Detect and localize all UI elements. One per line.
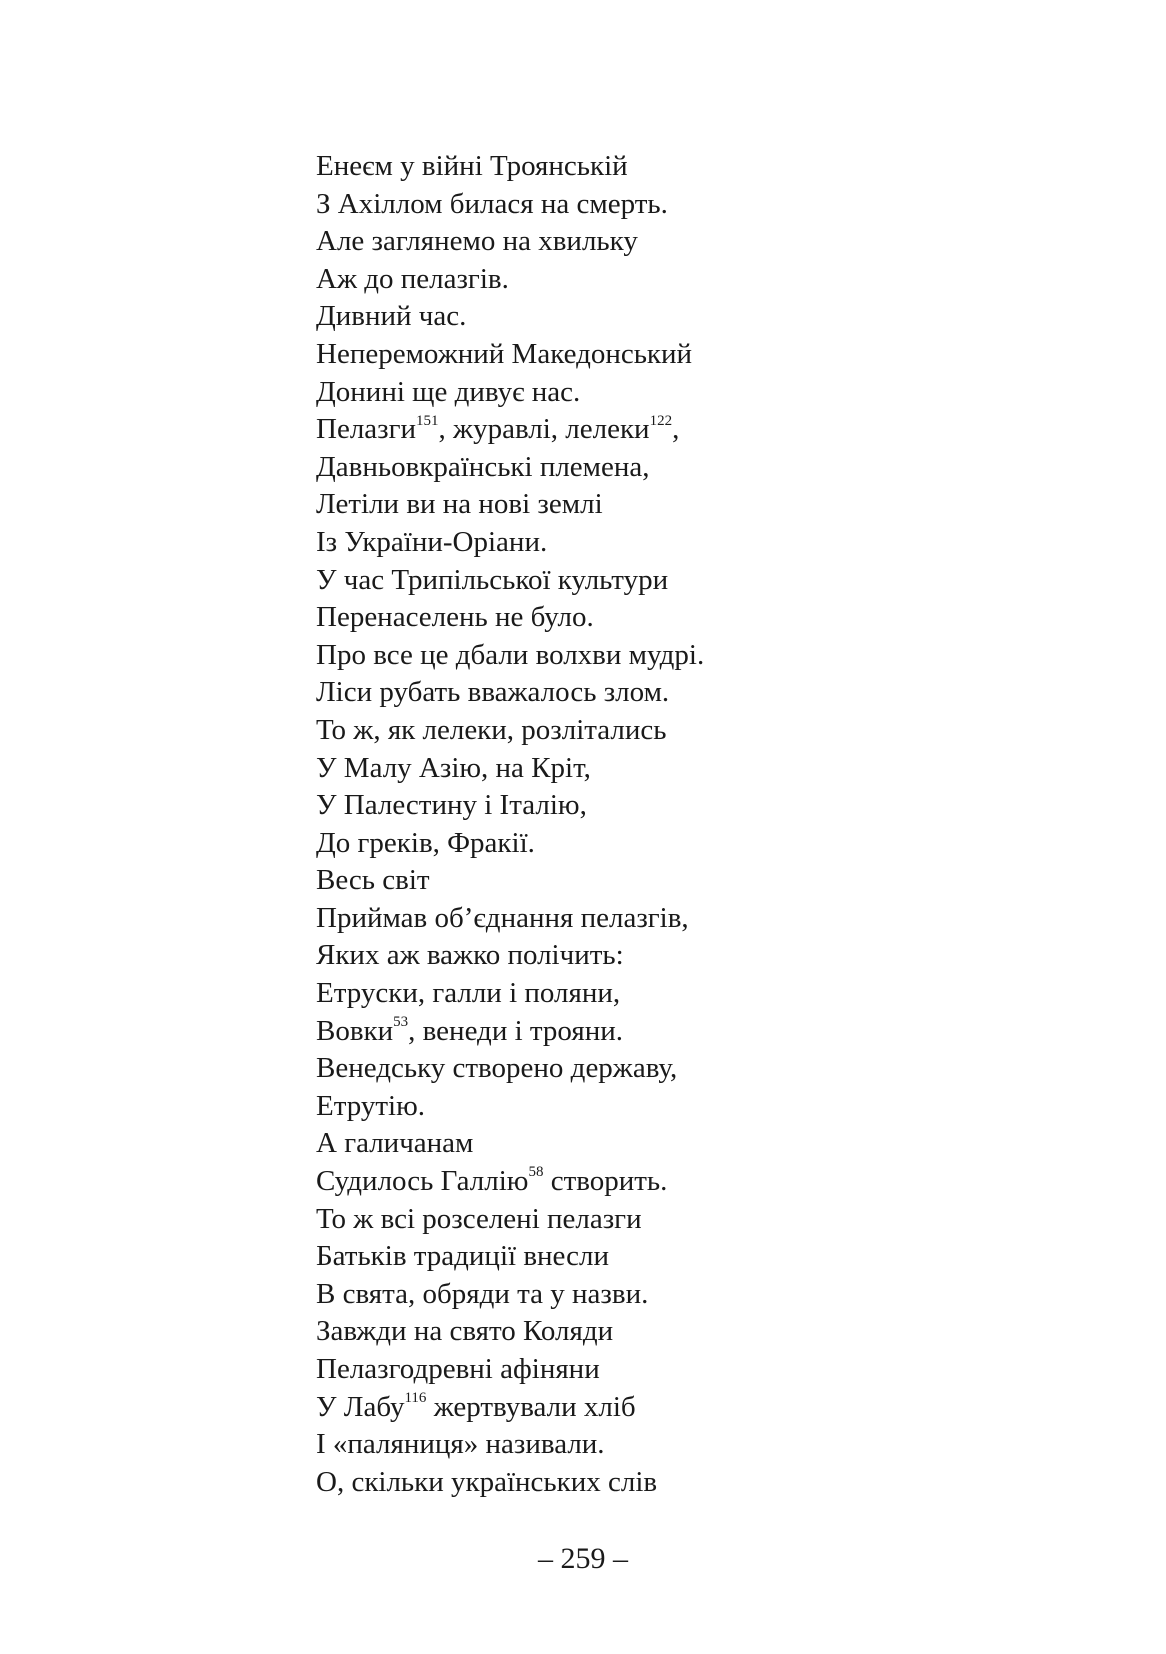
poem-line [316, 1464, 704, 1502]
poem-line-text: Про все це дбали волхви мудрі. [316, 638, 705, 671]
poem-line [316, 261, 704, 299]
poem-line-text: Але заглянемо на хвильку [316, 225, 638, 258]
poem-line-text: Ліси рубать вважалось злом. [316, 676, 670, 709]
poem-line-text: Завжди на свято Коляди [316, 1315, 614, 1348]
poem-line [316, 862, 704, 900]
poem-line [316, 1238, 704, 1276]
poem-line-text: В свята, обряди та у назви. [316, 1277, 649, 1310]
footnote-marker: 116 [404, 1389, 427, 1406]
poem-line [316, 1389, 704, 1427]
poem-line [316, 449, 704, 487]
poem-line [316, 186, 704, 224]
poem-line-text: З Ахіллом билася на смерть. [316, 187, 668, 220]
poem-line [316, 148, 704, 186]
poem-line [316, 1313, 704, 1351]
poem-line [316, 486, 704, 524]
poem-line-text: , венеди і трояни. [408, 1014, 623, 1047]
poem-line [316, 1426, 704, 1464]
poem-line-text: Батьків традиції внесли [316, 1240, 609, 1273]
poem-line [316, 1125, 704, 1163]
poem-line-text: Венедську створено державу, [316, 1052, 678, 1085]
poem-line-text: Приймав об’єднання пелазгів, [316, 901, 689, 934]
poem-line-text: То ж всі розселені пелазги [316, 1202, 642, 1235]
poem-line-text: , [672, 413, 680, 446]
poem-line-text: Пелазгодревні афіняни [316, 1353, 600, 1385]
poem-line [316, 298, 704, 336]
poem-line-text: Аж до пелазгів. [316, 262, 509, 295]
poem-line-text: Етруски, галли і поляни, [316, 977, 621, 1010]
poem-line-text: О, скільки українських слів [316, 1465, 658, 1498]
poem-line [316, 336, 704, 374]
poem-line-text: То ж, як лелеки, розлітались [316, 713, 667, 746]
poem-line-text: , журавлі, лелеки [438, 413, 650, 446]
poem-line [316, 374, 704, 412]
poem-line [316, 674, 704, 712]
poem-line-text: Вовки [316, 1014, 394, 1047]
page-number: – 259 – [538, 1542, 628, 1575]
poem-line-text: Дивний час. [316, 300, 467, 333]
poem-line-text: Із України-Оріани. [316, 525, 548, 558]
poem-line [316, 1201, 704, 1239]
poem-line-text: Пелазги [316, 413, 417, 446]
poem-line [316, 937, 704, 975]
poem-line [316, 750, 704, 788]
poem-line-text: І «паляниця» називали. [316, 1428, 605, 1461]
footnote-marker: 58 [528, 1164, 544, 1181]
poem-line-text: А галичанам [316, 1127, 474, 1160]
poem-line [316, 1013, 704, 1051]
poem-line [316, 562, 704, 600]
poem-line-text: Яких аж важко полічить: [316, 939, 624, 972]
poem-line-text: Енеєм у війні Троянській [316, 150, 628, 182]
poem-line-text: У Лабу [316, 1390, 405, 1423]
poem-line-text: Судилось Галлію [316, 1165, 529, 1198]
poem-line [316, 1163, 704, 1201]
poem-line-text: Весь світ [316, 864, 430, 897]
poem-body [316, 148, 704, 1501]
poem-line-text: Летіли ви на нові землі [316, 488, 603, 521]
poem-line-text: жертвували хліб [426, 1390, 636, 1423]
poem-line [316, 411, 704, 449]
poem-line [316, 975, 704, 1013]
poem-line [316, 1050, 704, 1088]
poem-line-text: Перенаселень не було. [316, 601, 594, 634]
poem-line [316, 1088, 704, 1126]
poem-line [316, 1276, 704, 1314]
poem-line [316, 825, 704, 863]
poem-line-text: Етрутію. [316, 1089, 426, 1122]
footnote-marker: 53 [393, 1014, 409, 1030]
poem-line [316, 223, 704, 261]
poem-line-text: Непереможний Македонський [316, 337, 693, 370]
poem-line [316, 599, 704, 637]
footnote-marker: 151 [416, 412, 439, 429]
poem-line-text: Давньовкраїнські племена, [316, 450, 650, 483]
footnote-marker: 122 [649, 412, 673, 429]
poem-line-text: створить. [543, 1165, 668, 1198]
poem-line [316, 787, 704, 825]
poem-line-text: У Палестину і Італію, [316, 789, 587, 822]
poem-line-text: У Малу Азію, на Кріт, [316, 751, 591, 784]
poem-line-text: Донині ще дивує нас. [316, 375, 581, 408]
poem-line-text: До греків, Фракії. [316, 826, 535, 859]
poem-line [316, 900, 704, 938]
poem-line [316, 1351, 704, 1389]
poem-line-text: У час Трипільської культури [316, 563, 669, 596]
poem-line [316, 637, 704, 675]
poem-line [316, 712, 704, 750]
poem-line [316, 524, 704, 562]
